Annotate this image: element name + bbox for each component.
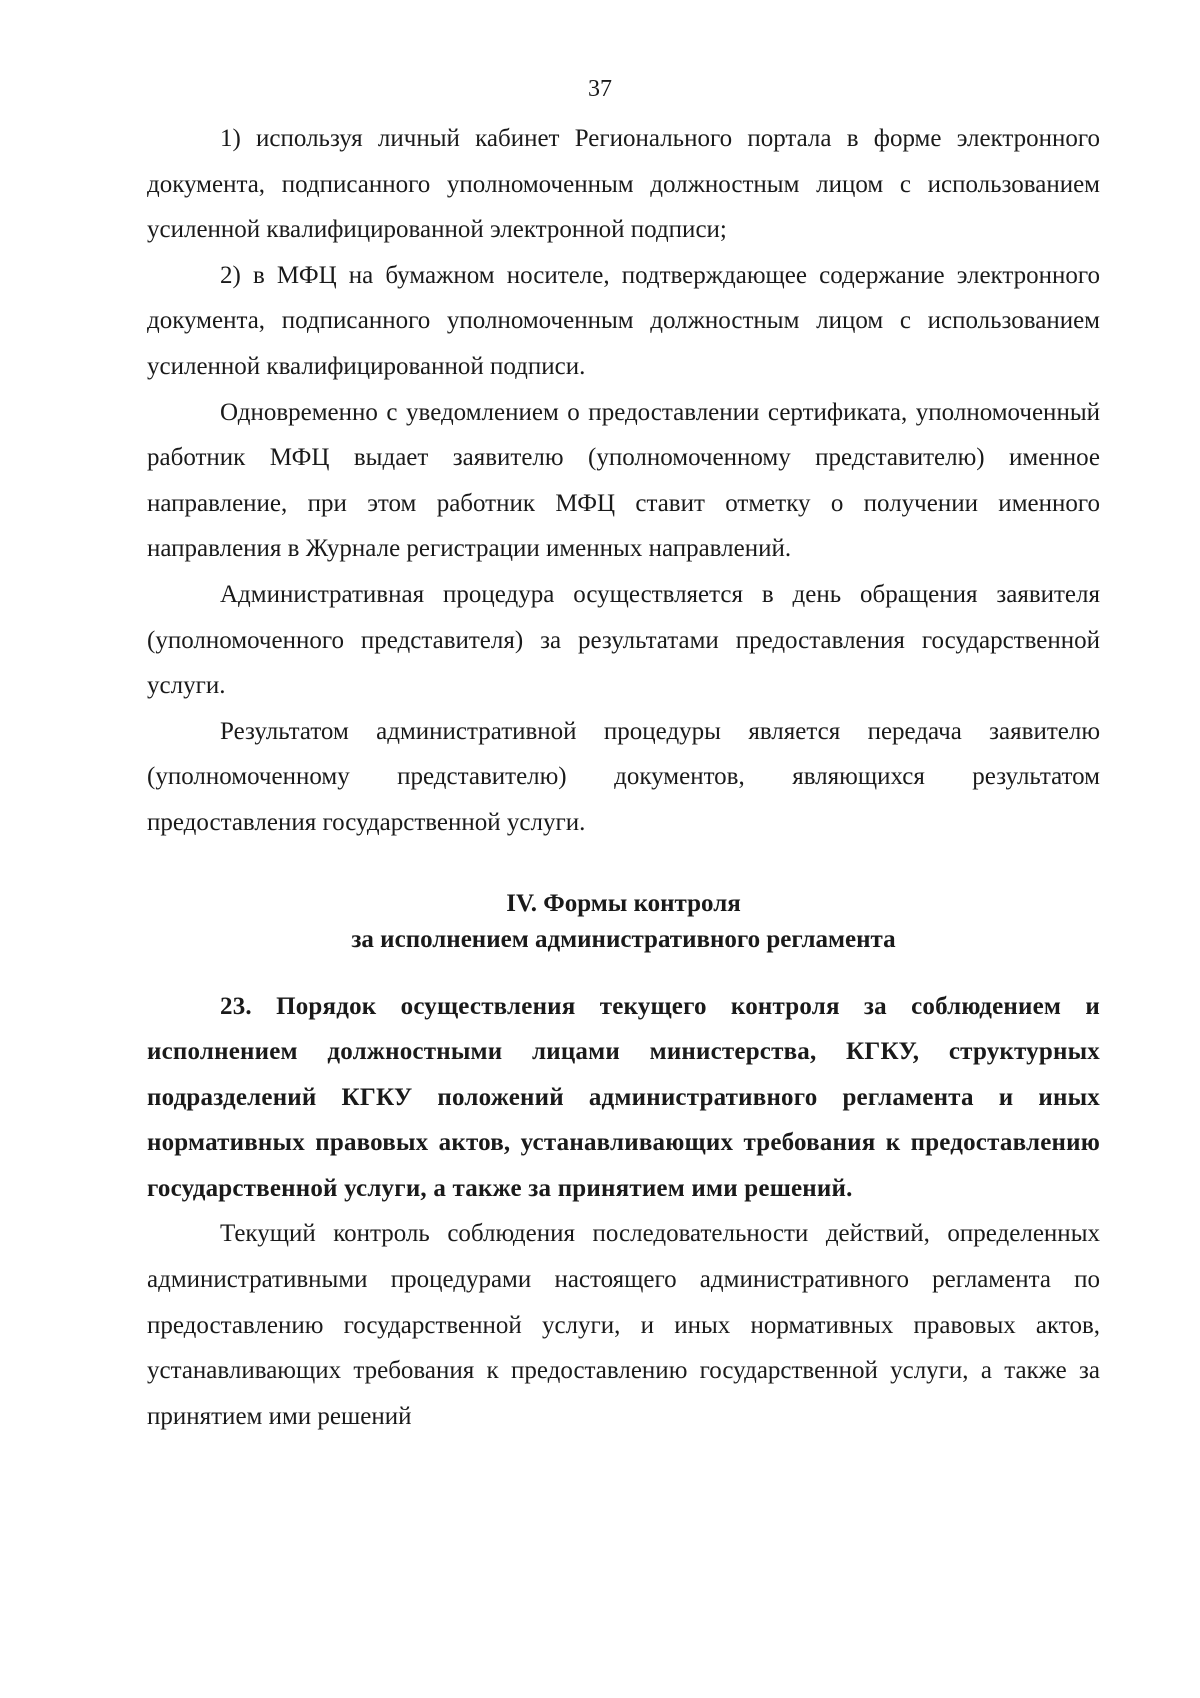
paragraph-procedure-timing: Административная процедура осуществляется в день обращения заявителя (уполномоченного представителя) за результатами предоставления государственной услуги. [147,580,1100,700]
page-number: 37 [588,76,612,102]
section-title-line-2: за исполнением административного регламента [351,925,896,953]
paragraph-notification: Одновременно с уведомлением о предоставлении сертификата, уполномоченный работник МФЦ выдает заявителю (уполномоченному представителю) именное направление, при этом работник МФЦ ставит отметку о получении именного направления в Журнале регистрации именных направлений. [147,398,1100,563]
paragraph-procedure-result: Результатом административной процедуры является передача заявителю (уполномоченному представителю) документов, являющихся результатом предоставления государственной услуги. [147,717,1100,836]
paragraph-item-1: 1) используя личный кабинет Регионального портала в форме электронного документа, подписанного уполномоченным должностным лицом с использованием усиленной квалифицированной электронной подписи; [147,125,1100,244]
section-heading [147,886,1100,958]
paragraph-item-2: 2) в МФЦ на бумажном носителе, подтверждающее содержание электронного документа, подписанного уполномоченным должностным лицом с использованием усиленной квалифицированной подписи. [147,261,1100,380]
section-title-line-1: IV. Формы контроля [506,889,741,917]
document-body [147,116,1100,1439]
subsection-body: Текущий контроль соблюдения последовательности действий, определенных административными процедурами настоящего административного регламента по предоставлению государственной услуги, и иных нормативных правовых актов, устанавливающих требования к предоставлению государственной услуги, а также за принятием ими решений [147,1220,1100,1430]
subsection-title: 23. Порядок осуществления текущего контроля за соблюдением и исполнением должностными лицами министерства, КГКУ, структурных подразделений КГКУ положений административного регламента и иных нормативных правовых актов, устанавливающих требования к предоставлению государственной услуги, а также за принятием ими решений. [147,992,1100,1202]
